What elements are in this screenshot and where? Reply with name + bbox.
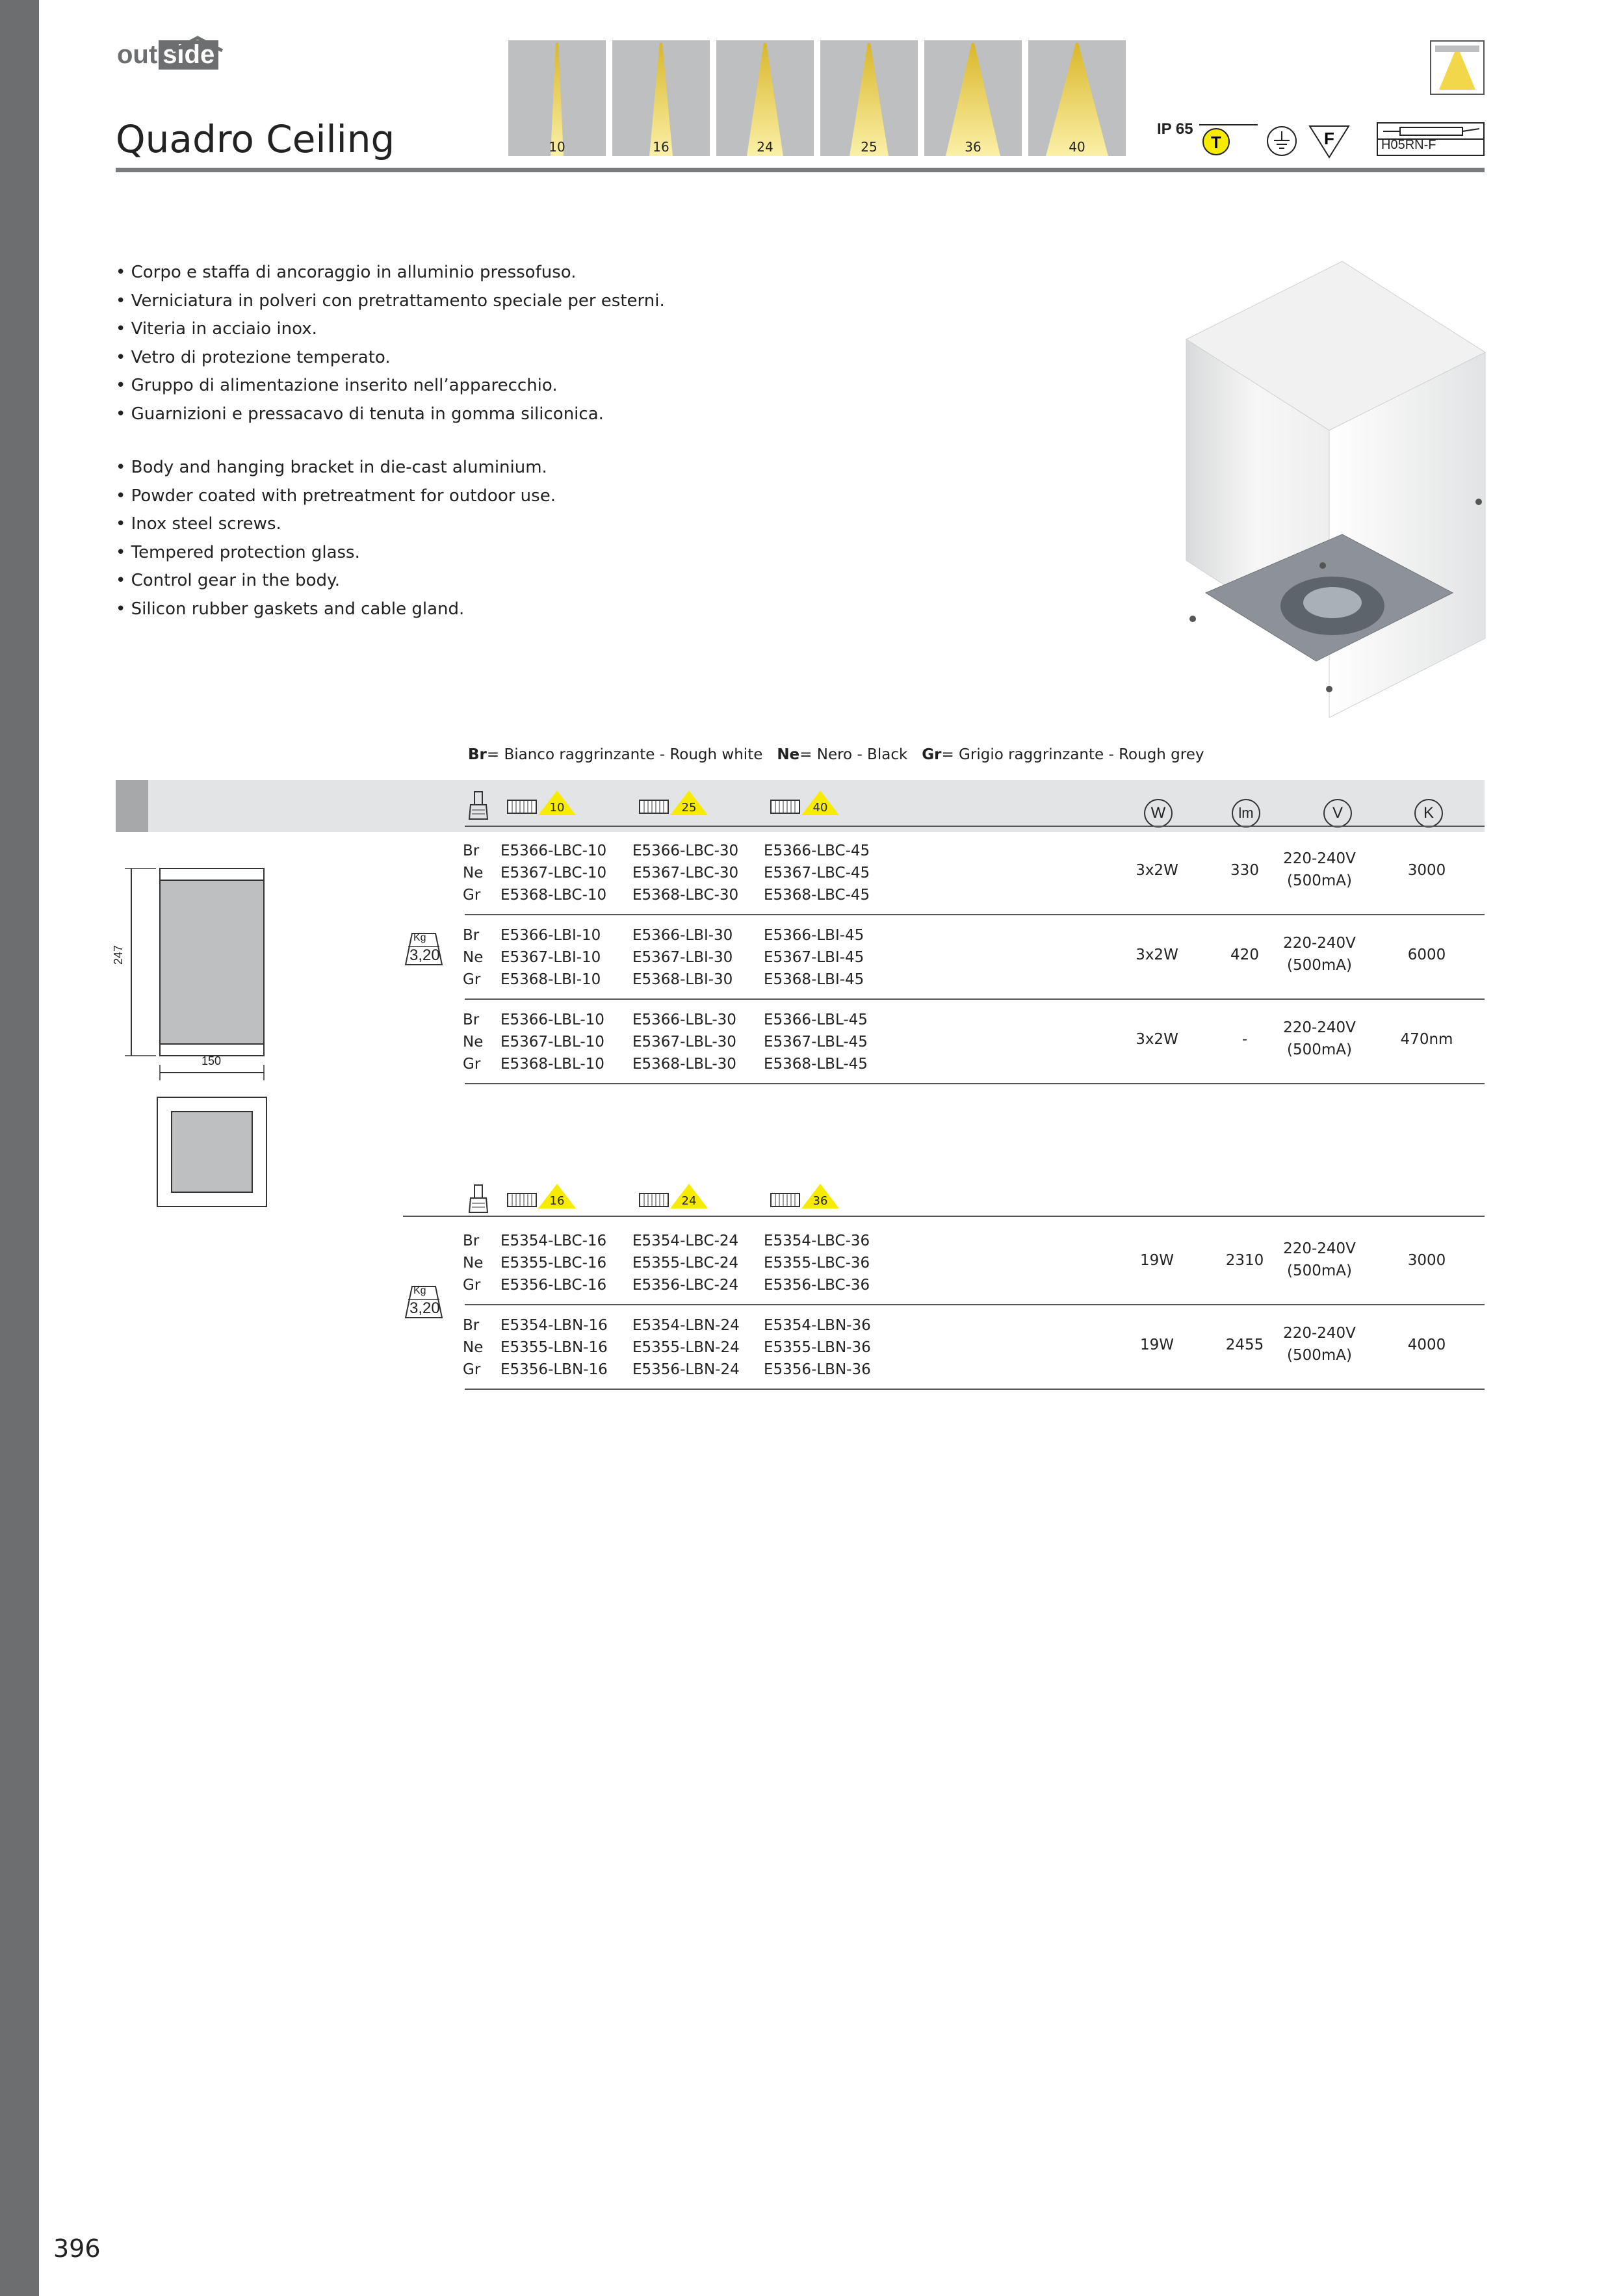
- finish-label: Gr: [463, 887, 481, 904]
- product-photo: [1167, 255, 1505, 718]
- product-code: E5368-LBI-10: [500, 971, 601, 988]
- finish-label: Br: [463, 842, 480, 859]
- feature-item: • Control gear in the body.: [116, 571, 340, 590]
- logo-left: out: [117, 40, 158, 69]
- title-rule: [116, 168, 1485, 172]
- feature-item: • Tempered protection glass.: [116, 542, 360, 562]
- lumen-value: 2310: [1225, 1252, 1264, 1269]
- led-array-icon: [639, 1193, 669, 1207]
- feature-item: • Vetro di protezione temperato.: [116, 347, 391, 367]
- watt-value: 3x2W: [1136, 946, 1178, 963]
- legend-br-key: Br: [468, 746, 487, 763]
- weight-value: 3,20: [409, 946, 440, 964]
- current-value: (500mA): [1287, 957, 1352, 974]
- product-code: E5356-LBN-24: [632, 1361, 740, 1378]
- lamp-type-icon: [465, 790, 491, 823]
- product-code: E5356-LBC-24: [632, 1277, 739, 1294]
- lamp-type-icon: [465, 1184, 491, 1216]
- led-array-icon: [770, 1193, 800, 1207]
- beam-angle-badge-label: 25: [681, 801, 697, 815]
- kelvin-header-icon: K: [1414, 799, 1443, 828]
- product-code: E5366-LBL-45: [764, 1011, 868, 1028]
- product-code: E5366-LBL-30: [632, 1011, 736, 1028]
- beam-angle-label: 25: [861, 139, 877, 155]
- beam-angle-badge: [669, 789, 709, 816]
- beam-angle-40: [1028, 40, 1126, 156]
- voltage-value: 220-240V: [1283, 1019, 1356, 1036]
- product-code: E5368-LBL-10: [500, 1056, 604, 1073]
- width-dimension: 150: [201, 1054, 222, 1067]
- product-code: E5367-LBI-45: [764, 949, 864, 966]
- current-value: (500mA): [1287, 1262, 1352, 1279]
- finish-label: Br: [463, 927, 480, 944]
- product-code: E5354-LBC-24: [632, 1233, 739, 1249]
- finish-label: Ne: [463, 1339, 484, 1356]
- voltage-value: 220-240V: [1283, 1325, 1356, 1342]
- product-code: E5366-LBC-10: [500, 842, 607, 859]
- logo-right: side: [159, 40, 218, 70]
- legend-br-text: = Bianco raggrinzante - Rough white: [486, 746, 763, 763]
- logo-roof-icon: [172, 35, 224, 52]
- ip-rating: IP 65: [1157, 120, 1193, 138]
- product-code: E5367-LBC-10: [500, 865, 607, 881]
- current-value: (500mA): [1287, 872, 1352, 889]
- product-code: E5355-LBC-24: [632, 1255, 739, 1272]
- product-code: E5366-LBI-10: [500, 927, 601, 944]
- beam-angle-badge: [537, 1182, 577, 1210]
- voltage-value: 220-240V: [1283, 850, 1356, 867]
- beam-angle-badge-label: 36: [812, 1194, 828, 1208]
- features-italian: [116, 259, 665, 428]
- kelvin-value: 4000: [1407, 1337, 1446, 1353]
- table-rule: [465, 1216, 1485, 1217]
- feature-item: • Viteria in acciaio inox.: [116, 319, 317, 339]
- weight-unit: Kg: [413, 932, 426, 943]
- beam-angle-label: 16: [653, 139, 669, 155]
- earth-ground-icon: [1266, 125, 1298, 157]
- beam-angle-label: 24: [757, 139, 773, 155]
- product-code: E5367-LBI-30: [632, 949, 733, 966]
- beam-angle-16: [612, 40, 710, 156]
- dimension-drawing: [117, 858, 286, 1222]
- product-code: E5368-LBL-30: [632, 1056, 736, 1073]
- downlight-icon: [1430, 40, 1486, 96]
- beam-angle-badge-label: 10: [549, 801, 565, 815]
- feature-item: • Silicon rubber gaskets and cable gland.: [116, 599, 465, 619]
- feature-item: • Body and hanging bracket in die-cast aluminium.: [116, 458, 547, 477]
- finish-label: Br: [463, 1233, 480, 1249]
- beam-angle-label: 40: [1069, 139, 1085, 155]
- thermal-label: T: [1211, 133, 1221, 152]
- beam-angle-label: 36: [965, 139, 981, 155]
- product-code: E5356-LBN-16: [500, 1361, 608, 1378]
- finish-label: Ne: [463, 865, 484, 881]
- thermal-protection-icon: [1199, 122, 1261, 161]
- table-rule: [465, 1304, 1485, 1305]
- product-code: E5355-LBC-16: [500, 1255, 607, 1272]
- feature-item: • Guarnizioni e pressacavo di tenuta in gomma siliconica.: [116, 404, 604, 424]
- finish-label: Gr: [463, 1361, 481, 1378]
- led-array-icon: [507, 1193, 537, 1207]
- kelvin-value: 3000: [1407, 862, 1446, 879]
- feature-item: • Inox steel screws.: [116, 514, 281, 534]
- table-rule: [465, 826, 1485, 827]
- page-number: 396: [53, 2234, 101, 2263]
- product-code: E5366-LBI-45: [764, 927, 864, 944]
- weight-value: 3,20: [409, 1299, 440, 1317]
- product-code: E5356-LBN-36: [764, 1361, 871, 1378]
- product-code: E5368-LBC-45: [764, 887, 870, 904]
- product-code: E5354-LBN-16: [500, 1317, 608, 1334]
- finish-legend: [468, 746, 1204, 763]
- feature-item: • Corpo e staffa di ancoraggio in alluminio pressofuso.: [116, 263, 577, 282]
- legend-ne-key: Ne: [777, 746, 800, 763]
- product-code: E5354-LBC-16: [500, 1233, 607, 1249]
- voltage-value: 220-240V: [1283, 1240, 1356, 1257]
- feature-item: • Powder coated with pretreatment for outdoor use.: [116, 486, 556, 506]
- beam-angle-24: [716, 40, 814, 156]
- led-array-icon: [770, 800, 800, 814]
- watt-value: 3x2W: [1136, 1031, 1178, 1048]
- product-code: E5354-LBN-36: [764, 1317, 871, 1334]
- beam-angle-badge: [800, 789, 840, 816]
- finish-label: Gr: [463, 971, 481, 988]
- current-value: (500mA): [1287, 1041, 1352, 1058]
- product-code: E5355-LBN-36: [764, 1339, 871, 1356]
- lumen-header-icon: lm: [1232, 799, 1260, 828]
- voltage-value: 220-240V: [1283, 935, 1356, 952]
- product-code: E5356-LBC-16: [500, 1277, 607, 1294]
- features-english: [116, 454, 556, 623]
- product-code: E5367-LBC-30: [632, 865, 739, 881]
- product-code: E5368-LBC-30: [632, 887, 739, 904]
- product-code: E5355-LBN-16: [500, 1339, 608, 1356]
- volt-header-icon: V: [1323, 799, 1352, 828]
- legend-ne-text: = Nero - Black: [799, 746, 908, 763]
- class-f-icon: [1308, 124, 1351, 160]
- kelvin-value: 470nm: [1400, 1031, 1453, 1048]
- feature-item: • Verniciatura in polveri con pretrattamento speciale per esterni.: [116, 291, 665, 311]
- finish-label: Ne: [463, 949, 484, 966]
- led-array-icon: [507, 800, 537, 814]
- led-array-icon: [639, 800, 669, 814]
- finish-label: Ne: [463, 1034, 484, 1050]
- beam-angle-25: [820, 40, 918, 156]
- table-rule: [465, 1389, 1485, 1390]
- class-f-label: F: [1324, 129, 1334, 148]
- product-code: E5367-LBL-45: [764, 1034, 868, 1050]
- weight-unit: Kg: [413, 1285, 426, 1296]
- table-rule: [465, 914, 1485, 915]
- lumen-value: -: [1241, 1031, 1248, 1048]
- finish-label: Ne: [463, 1255, 484, 1272]
- legend-gr-text: = Grigio raggrinzante - Rough grey: [941, 746, 1204, 763]
- product-code: E5368-LBL-45: [764, 1056, 868, 1073]
- lumen-value: 420: [1230, 946, 1259, 963]
- beam-angle-badge: [800, 1182, 840, 1210]
- product-code: E5367-LBI-10: [500, 949, 601, 966]
- legend-gr-key: Gr: [922, 746, 942, 763]
- beam-angle-10: [508, 40, 606, 156]
- beam-angle-36: [924, 40, 1022, 156]
- lumen-value: 2455: [1225, 1337, 1264, 1353]
- finish-label: Br: [463, 1011, 480, 1028]
- product-code: E5366-LBC-30: [632, 842, 739, 859]
- kelvin-value: 6000: [1407, 946, 1446, 963]
- product-code: E5368-LBC-10: [500, 887, 607, 904]
- cable-type-label: H05RN-F: [1381, 138, 1436, 152]
- height-dimension: 247: [112, 945, 125, 965]
- table-rule: [465, 1083, 1485, 1084]
- beam-angle-badge-label: 40: [812, 801, 828, 815]
- lumen-value: 330: [1230, 862, 1259, 879]
- product-code: E5356-LBC-36: [764, 1277, 870, 1294]
- current-value: (500mA): [1287, 1347, 1352, 1364]
- kelvin-value: 3000: [1407, 1252, 1446, 1269]
- page-sidebar: [0, 0, 39, 2296]
- feature-item: • Gruppo di alimentazione inserito nell’apparecchio.: [116, 376, 558, 395]
- watt-value: 19W: [1139, 1252, 1174, 1269]
- product-code: E5354-LBN-24: [632, 1317, 740, 1334]
- product-code: E5367-LBL-30: [632, 1034, 736, 1050]
- product-code: E5368-LBI-45: [764, 971, 864, 988]
- table-rule: [465, 998, 1485, 1000]
- finish-label: Gr: [463, 1277, 481, 1294]
- watt-value: 19W: [1139, 1337, 1174, 1353]
- page-title: Quadro Ceiling: [116, 117, 395, 161]
- product-code: E5366-LBI-30: [632, 927, 733, 944]
- product-code: E5368-LBI-30: [632, 971, 733, 988]
- watt-value: 3x2W: [1136, 862, 1178, 879]
- beam-angle-badge-label: 16: [549, 1194, 565, 1208]
- watt-header-icon: W: [1144, 799, 1173, 828]
- product-code: E5354-LBC-36: [764, 1233, 870, 1249]
- beam-angle-badge-label: 24: [681, 1194, 697, 1208]
- product-code: E5355-LBC-36: [764, 1255, 870, 1272]
- product-code: E5367-LBC-45: [764, 865, 870, 881]
- product-code: E5366-LBL-10: [500, 1011, 604, 1028]
- product-code: E5366-LBC-45: [764, 842, 870, 859]
- product-code: E5367-LBL-10: [500, 1034, 604, 1050]
- beam-angle-label: 10: [549, 139, 565, 155]
- product-code: E5355-LBN-24: [632, 1339, 740, 1356]
- beam-angle-badge: [537, 789, 577, 816]
- finish-label: Gr: [463, 1056, 481, 1073]
- finish-label: Br: [463, 1317, 480, 1334]
- beam-angle-badge: [669, 1182, 709, 1210]
